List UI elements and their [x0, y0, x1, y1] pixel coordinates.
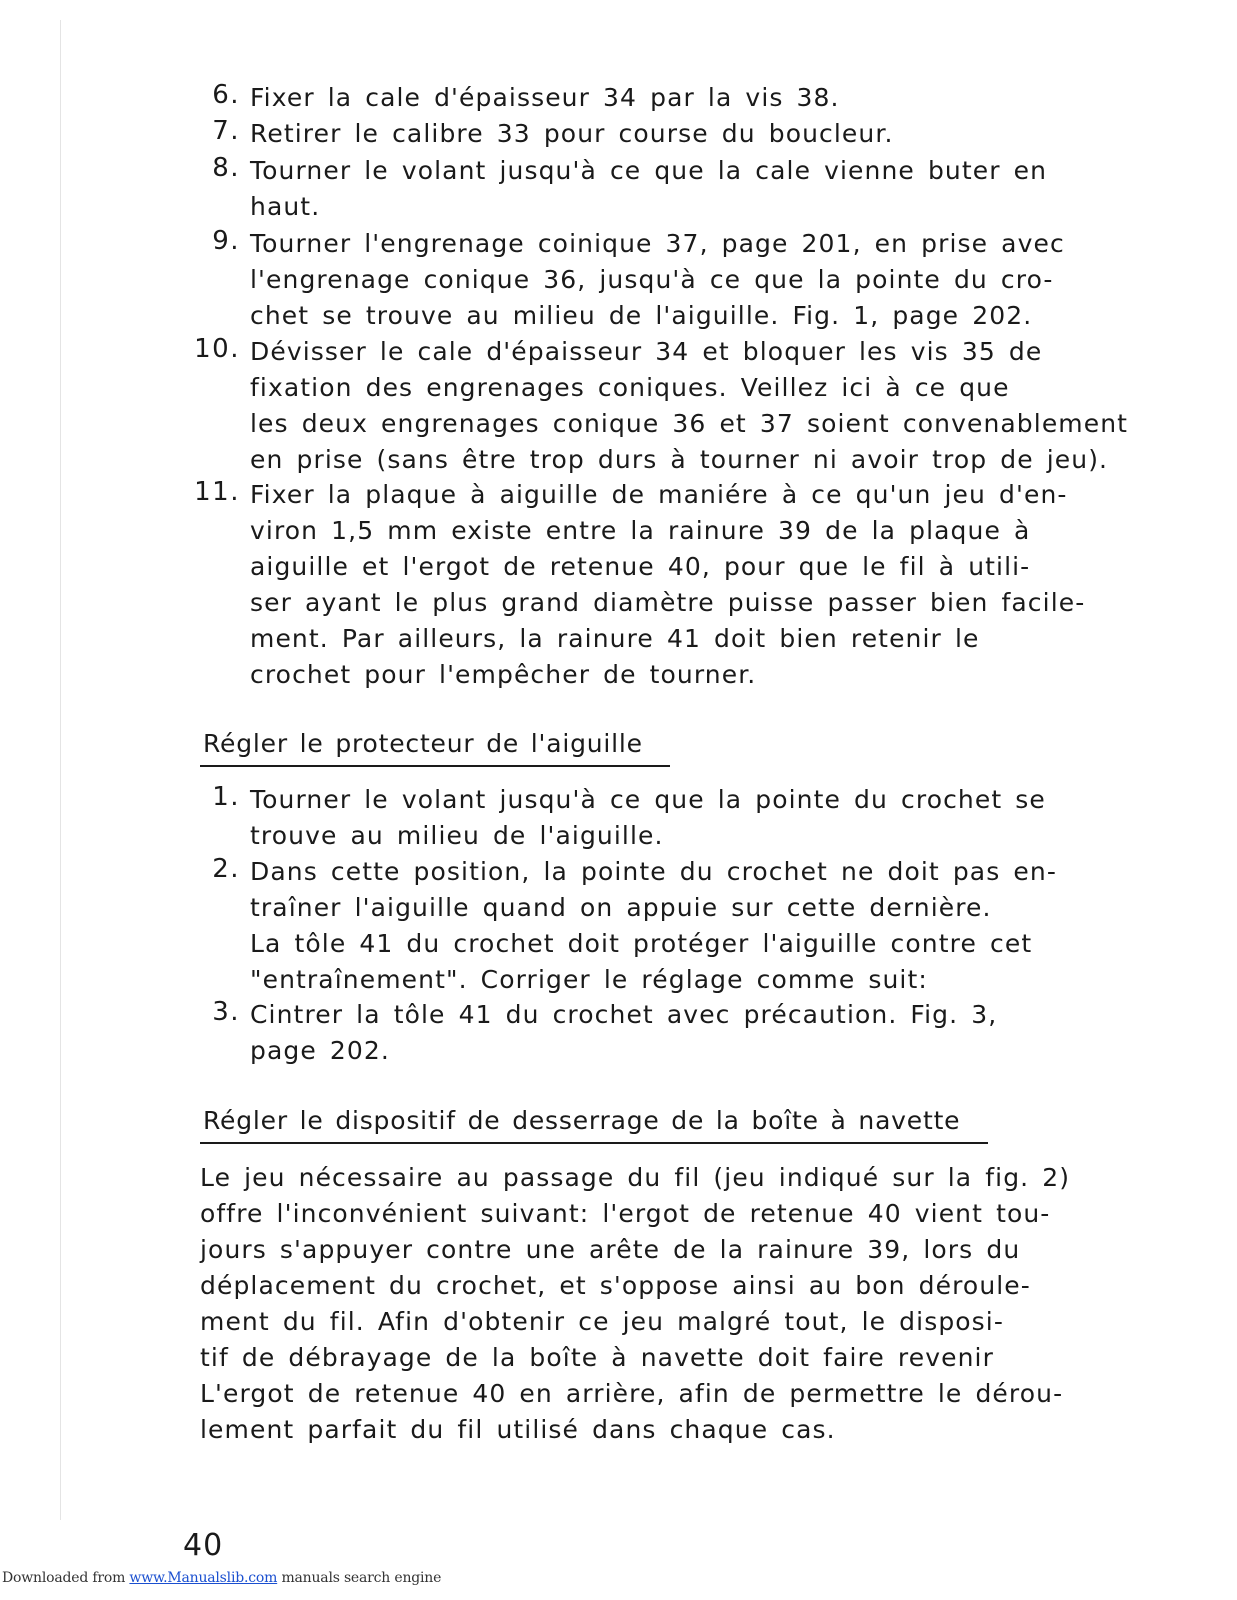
heading-underline [200, 765, 670, 767]
item-line: ser ayant le plus grand diamètre puisse passer bien facile- [250, 588, 1086, 617]
item-line: Tourner le volant jusqu'à ce que la pointe du crochet se [250, 785, 1046, 814]
list-item-7 [200, 116, 1100, 152]
list-item-8 [200, 153, 1100, 225]
item-line: ment. Par ailleurs, la rainure 41 doit bien retenir le [250, 624, 980, 653]
download-footer [2, 1570, 441, 1586]
item-number: 1. [212, 782, 240, 812]
item-line: "entraînement". Corriger le réglage comme suit: [250, 965, 928, 994]
item-line: traîner l'aiguille quand on appuie sur cette dernière. [250, 893, 992, 922]
manualslib-link[interactable]: www.Manualslib.com [129, 1570, 278, 1586]
list-item-11 [194, 477, 1100, 693]
item-line: crochet pour l'empêcher de tourner. [250, 660, 757, 689]
item-line: Fixer la cale d'épaisseur 34 par la vis 38. [250, 83, 840, 112]
item-number: 8. [212, 153, 240, 183]
paragraph-line: Le jeu nécessaire au passage du fil (jeu indiqué sur la fig. 2) [200, 1163, 1071, 1192]
item-line: Dévisser le cale d'épaisseur 34 et bloquer les vis 35 de [250, 337, 1043, 366]
item-line: Retirer le calibre 33 pour course du boucleur. [250, 119, 894, 148]
list-item-10 [194, 334, 1129, 478]
item-line: trouve au milieu de l'aiguille. [250, 821, 664, 850]
item-line: Dans cette position, la pointe du crochet ne doit pas en- [250, 857, 1057, 886]
item-number: 11. [194, 477, 240, 507]
list-item-1 [200, 782, 1100, 854]
footer-prefix: Downloaded from [2, 1570, 130, 1586]
section-heading-shuttle-release: Régler le dispositif de desserrage de la boîte à navette [203, 1106, 961, 1135]
list-item-2 [200, 854, 1100, 998]
paragraph-line: L'ergot de retenue 40 en arrière, afin de permettre le dérou- [200, 1379, 1064, 1408]
heading-underline [200, 1142, 988, 1144]
item-number: 2. [212, 854, 240, 884]
item-line: La tôle 41 du crochet doit protéger l'aiguille contre cet [250, 929, 1033, 958]
list-item-9 [200, 226, 1100, 334]
scan-edge-line [60, 20, 61, 1520]
item-line: l'engrenage conique 36, jusqu'à ce que la pointe du cro- [250, 265, 1054, 294]
item-line: fixation des engrenages coniques. Veillez ici à ce que [250, 373, 1010, 402]
paragraph-line: déplacement du crochet, et s'oppose ainsi au bon déroule- [200, 1271, 1031, 1300]
item-line: Tourner le volant jusqu'à ce que la cale vienne buter en [250, 156, 1048, 185]
item-line: Fixer la plaque à aiguille de maniére à ce qu'un jeu d'en- [250, 480, 1068, 509]
item-line: Tourner l'engrenage coinique 37, page 201, en prise avec [250, 229, 1065, 258]
item-line: viron 1,5 mm existe entre la rainure 39 de la plaque à [250, 516, 1031, 545]
list-item-6 [200, 80, 1100, 116]
item-line: Cintrer la tôle 41 du crochet avec précaution. Fig. 3, [250, 1000, 998, 1029]
paragraph-line: tif de débrayage de la boîte à navette doit faire revenir [200, 1343, 994, 1372]
paragraph-line: lement parfait du fil utilisé dans chaque cas. [200, 1415, 836, 1444]
item-line: en prise (sans être trop durs à tourner ni avoir trop de jeu). [250, 445, 1109, 474]
item-line: page 202. [250, 1036, 390, 1065]
list-item-3 [200, 997, 1100, 1069]
paragraph-line: offre l'inconvénient suivant: l'ergot de retenue 40 vient tou- [200, 1199, 1051, 1228]
item-number: 10. [194, 334, 240, 364]
item-line: haut. [250, 192, 321, 221]
item-number: 9. [212, 226, 240, 256]
paragraph-line: jours s'appuyer contre une arête de la rainure 39, lors du [200, 1235, 1021, 1264]
item-number: 3. [212, 997, 240, 1027]
paragraph-line: ment du fil. Afin d'obtenir ce jeu malgré tout, le disposi- [200, 1307, 1004, 1336]
item-line: chet se trouve au milieu de l'aiguille. Fig. 1, page 202. [250, 301, 1033, 330]
item-number: 6. [212, 80, 240, 110]
item-number: 7. [212, 116, 240, 146]
item-line: aiguille et l'ergot de retenue 40, pour que le fil à utili- [250, 552, 1031, 581]
page-number: 40 [183, 1528, 224, 1563]
item-line: les deux engrenages conique 36 et 37 soient convenablement [250, 409, 1129, 438]
body-paragraph [200, 1160, 1100, 1448]
section-heading-needle-guard: Régler le protecteur de l'aiguille [203, 729, 643, 758]
footer-suffix: manuals search engine [277, 1570, 442, 1586]
